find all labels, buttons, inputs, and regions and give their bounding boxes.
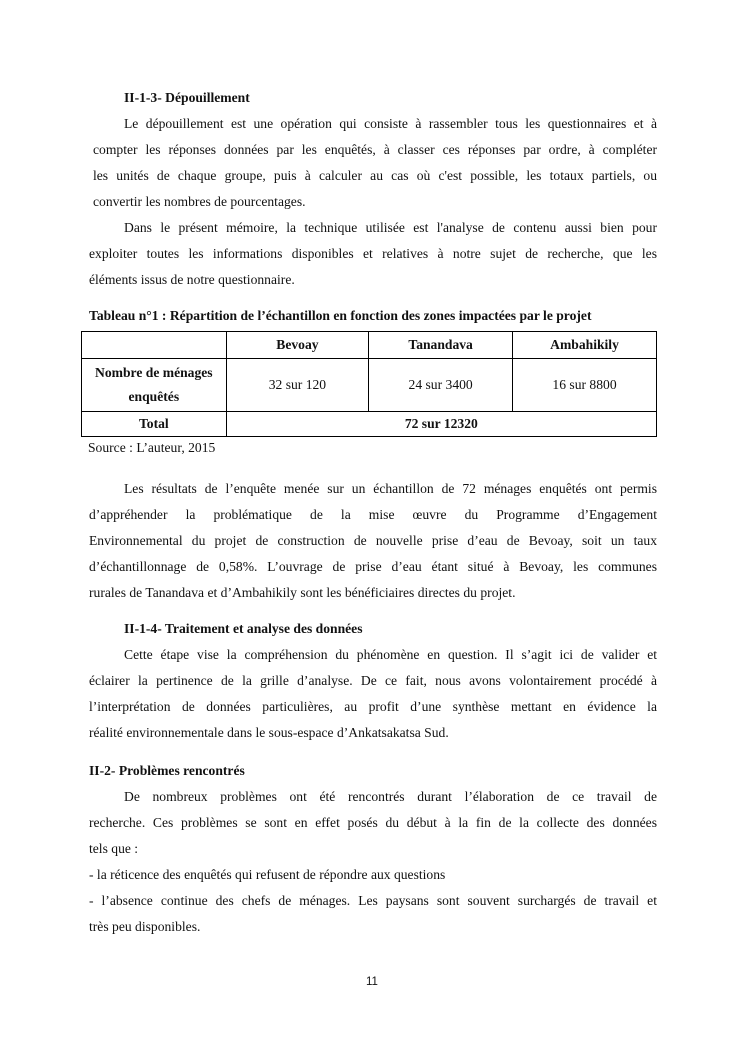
paragraph-line: très peu disponibles. [89, 919, 201, 934]
paragraph-line: convertir les nombres de pourcentages. [93, 194, 306, 209]
paragraph-line: l’interprétation de données particulières, au profit d’une synthèse mettant en évidence la [89, 699, 657, 714]
section-heading: II-1-3- Dépouillement [124, 90, 250, 105]
row-label-line: enquêtés [128, 389, 180, 404]
section-dépouillement [89, 85, 657, 293]
paragraph-line: Le dépouillement est une opération qui consiste à rassembler tous les questionnaires et à [124, 116, 657, 131]
sample-distribution-table [81, 331, 657, 437]
section-heading: II-2- Problèmes rencontrés [89, 763, 245, 778]
table-header-cell: Ambahikily [513, 332, 657, 359]
table-cell: 32 sur 120 [226, 359, 369, 412]
total-label: Total [82, 412, 227, 437]
list-item: - l’absence continue des chefs de ménages. Les paysans sont souvent surchargés de travail et [89, 893, 657, 908]
paragraph-line: réalité environnementale dans le sous-espace d’Ankatsakatsa Sud. [89, 725, 449, 740]
paragraph-line: De nombreux problèmes ont été rencontrés durant l’élaboration de ce travail de [124, 789, 657, 804]
page-number: 11 [366, 976, 378, 988]
table-total-row [82, 412, 657, 437]
row-label-line: Nombre de ménages [95, 365, 213, 380]
paragraph-line: d’appréhender la problématique de la mise œuvre du Programme d’Engagement [89, 507, 657, 522]
paragraph-line: Cette étape vise la compréhension du phénomène en question. Il s’agit ici de valider et [124, 647, 657, 662]
table-header-cell: Bevoay [226, 332, 369, 359]
table-header-cell: Tanandava [369, 332, 513, 359]
paragraph-line: tels que : [89, 841, 139, 856]
paragraph-line: recherche. Ces problèmes se sont en effet posés du début à la fin de la collecte des données [89, 815, 657, 830]
paragraph-line: compter les réponses données par les enquêtés, à classer ces réponses par ordre, à compléter [93, 142, 657, 157]
section-heading: II-1-4- Traitement et analyse des données [124, 621, 363, 636]
paragraph-line: Environnemental du projet de construction de nouvelle prise d’eau de Bevoay, soit un taux [89, 533, 657, 548]
paragraph-line: exploiter toutes les informations disponibles et relatives à notre sujet de recherche, que les [89, 246, 657, 261]
results-paragraph [89, 476, 657, 606]
section-problemes [89, 758, 657, 940]
table-source: Source : L’auteur, 2015 [88, 440, 216, 455]
list-item: - la réticence des enquêtés qui refusent de répondre aux questions [89, 867, 446, 882]
table-cell: 24 sur 3400 [369, 359, 513, 412]
table-caption: Tableau n°1 : Répartition de l’échantillon en fonction des zones impactées par le projet [89, 308, 592, 323]
paragraph-line: Dans le présent mémoire, la technique utilisée est l'analyse de contenu aussi bien pour [124, 220, 657, 235]
row-label [82, 359, 227, 412]
table-header-cell [82, 332, 227, 359]
table-cell: 16 sur 8800 [513, 359, 657, 412]
paragraph-line: d’échantillonnage de 0,58%. L’ouvrage de prise d’eau étant situé à Bevoay, les communes [89, 559, 657, 574]
paragraph-line: éléments issus de notre questionnaire. [89, 272, 295, 287]
section-traitement [89, 616, 657, 746]
total-value: 72 sur 12320 [226, 412, 656, 437]
paragraph-line: les unités de chaque groupe, puis à calculer au cas où c'est possible, les totaux partiels, ou [93, 168, 657, 183]
table-header-row [82, 332, 657, 359]
paragraph-line: Les résultats de l’enquête menée sur un échantillon de 72 ménages enquêtés ont permis [124, 481, 657, 496]
paragraph-line: éclairer la pertinence de la grille d’analyse. De ce fait, nous avons volontairement procédé à [89, 673, 657, 688]
table-row [82, 359, 657, 412]
paragraph-line: rurales de Tanandava et d’Ambahikily sont les bénéficiaires directes du projet. [89, 585, 516, 600]
